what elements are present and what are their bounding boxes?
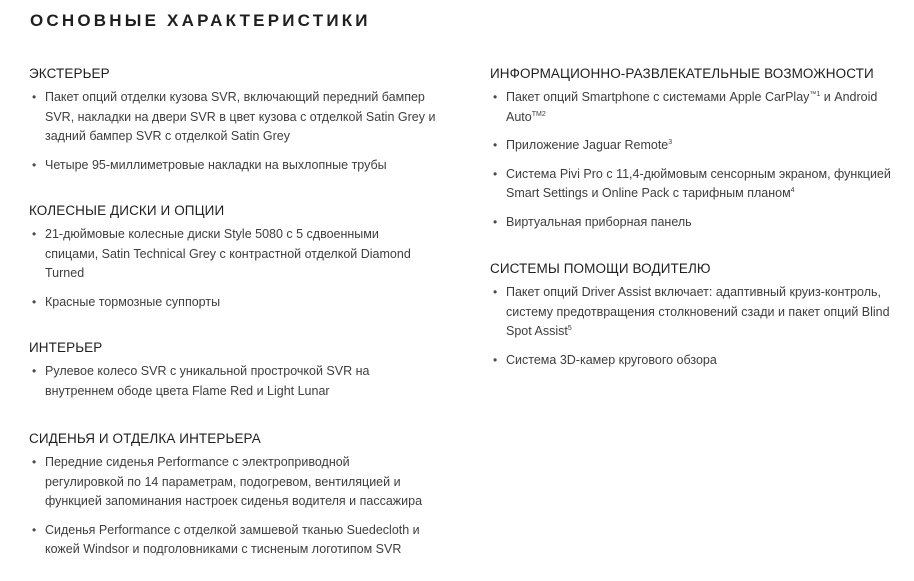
item-text-line: функцией запоминания настроек сиденья водителя и пассажира: [45, 494, 423, 508]
footnote-marker: ™1: [809, 90, 821, 98]
item-text: Система 3D-камер кругового обзора: [506, 352, 717, 367]
list-item: [490, 88, 910, 127]
list-item: [490, 351, 910, 371]
spec-list: [29, 453, 459, 560]
spec-list: [29, 225, 459, 312]
footnote-marker: 3: [668, 138, 673, 146]
item-text: Auto: [506, 109, 532, 124]
list-item: [29, 156, 459, 176]
list-item: [29, 521, 459, 560]
item-text-line: Сиденья Performance с отделкой замшевой тканью Suedecloth и: [45, 522, 420, 537]
list-item: [29, 88, 459, 147]
item-text-line: Передние сиденья Performance с электроприводной: [45, 455, 350, 469]
item-text: Система Pivi Pro с 11,4-дюймовым сенсорным экраном, функцией: [506, 166, 891, 181]
section-title: ЭКСТЕРЬЕР: [29, 66, 110, 81]
spec-list: [490, 88, 910, 232]
item-text-line: SVR, накладки на двери SVR в цвет кузова с отделкой Satin Grey и: [45, 109, 436, 124]
item-text-line: внутреннем ободе цвета Flame Red и Light Lunar: [45, 383, 330, 398]
list-item: [490, 283, 910, 342]
item-text: Spot Assist: [506, 324, 568, 338]
spec-section: [490, 261, 910, 370]
footnote-marker: TM2: [531, 110, 546, 118]
item-text-line: Рулевое колесо SVR с уникальной прострочкой SVR на: [45, 364, 370, 378]
bullet-icon: •: [32, 294, 37, 309]
bullet-icon: •: [493, 285, 498, 299]
section-title: ИНТЕРЬЕР: [29, 340, 103, 355]
bullet-icon: •: [493, 166, 498, 181]
section-title: СИСТЕМЫ ПОМОЩИ ВОДИТЕЛЮ: [490, 261, 711, 276]
bullet-icon: •: [32, 157, 37, 172]
item-text-line: регулировкой по 14 параметрам, подогревом, вентиляцией и: [45, 474, 401, 489]
item-text: систему предотвращения столкновений сзади и пакет опций Blind: [506, 304, 890, 319]
page-title: ОСНОВНЫЕ ХАРАКТЕРИСТИКИ: [30, 11, 371, 30]
item-text-line: кожей Windsor и подголовниками с тисненым логотипом SVR: [45, 542, 402, 556]
list-item: [29, 293, 459, 313]
spec-section: [490, 66, 910, 232]
item-text: Пакет опций Smartphone с системами Apple CarPlay: [506, 90, 810, 104]
item-text-line: Красные тормозные суппорты: [45, 294, 221, 309]
bullet-icon: •: [493, 90, 498, 104]
item-text: и Android: [820, 90, 878, 104]
left-column: [29, 66, 459, 560]
bullet-icon: •: [32, 227, 37, 241]
bullet-icon: •: [493, 214, 498, 229]
bullet-icon: •: [493, 138, 498, 152]
item-text: Smart Settings и Online Pack с тарифным планом: [506, 186, 791, 200]
bullet-icon: •: [32, 90, 37, 104]
footnote-marker: 5: [567, 324, 572, 332]
bullet-icon: •: [32, 522, 37, 537]
spec-list: [29, 88, 459, 175]
item-text-line: задний бампер SVR с отделкой Satin Grey: [45, 129, 290, 143]
list-item: [29, 453, 459, 512]
spec-section: [29, 203, 459, 312]
list-item: [490, 165, 910, 204]
list-item: [490, 213, 910, 233]
section-title: СИДЕНЬЯ И ОТДЕЛКА ИНТЕРЬЕРА: [29, 431, 261, 446]
item-text-line: Пакет опций отделки кузова SVR, включающий передний бампер: [45, 90, 425, 104]
bullet-icon: •: [32, 364, 37, 378]
item-text: Пакет опций Driver Assist включает: адаптивный круиз-контроль,: [506, 285, 881, 299]
item-text-line: спицами, Satin Technical Grey с контрастной отделкой Diamond: [45, 246, 411, 261]
section-title: КОЛЕСНЫЕ ДИСКИ И ОПЦИИ: [29, 203, 225, 218]
item-text-line: 21-дюймовые колесные диски Style 5080 с 5 сдвоенными: [45, 227, 379, 241]
list-item: [490, 136, 910, 156]
spec-section: [29, 66, 459, 175]
spec-section: [29, 340, 459, 401]
spec-list: [29, 362, 459, 401]
bullet-icon: •: [493, 352, 498, 367]
right-column: [490, 66, 910, 370]
list-item: [29, 362, 459, 401]
section-title: ИНФОРМАЦИОННО-РАЗВЛЕКАТЕЛЬНЫЕ ВОЗМОЖНОСТИ: [490, 66, 874, 81]
list-item: [29, 225, 459, 284]
item-text: Виртуальная приборная панель: [506, 214, 692, 229]
footnote-marker: 4: [790, 186, 795, 194]
item-text-line: Turned: [45, 266, 85, 280]
item-text: Приложение Jaguar Remote: [506, 138, 669, 152]
item-text-line: Четыре 95-миллиметровые накладки на выхлопные трубы: [45, 157, 387, 172]
bullet-icon: •: [32, 455, 37, 469]
spec-list: [490, 283, 910, 370]
spec-section: [29, 431, 459, 560]
